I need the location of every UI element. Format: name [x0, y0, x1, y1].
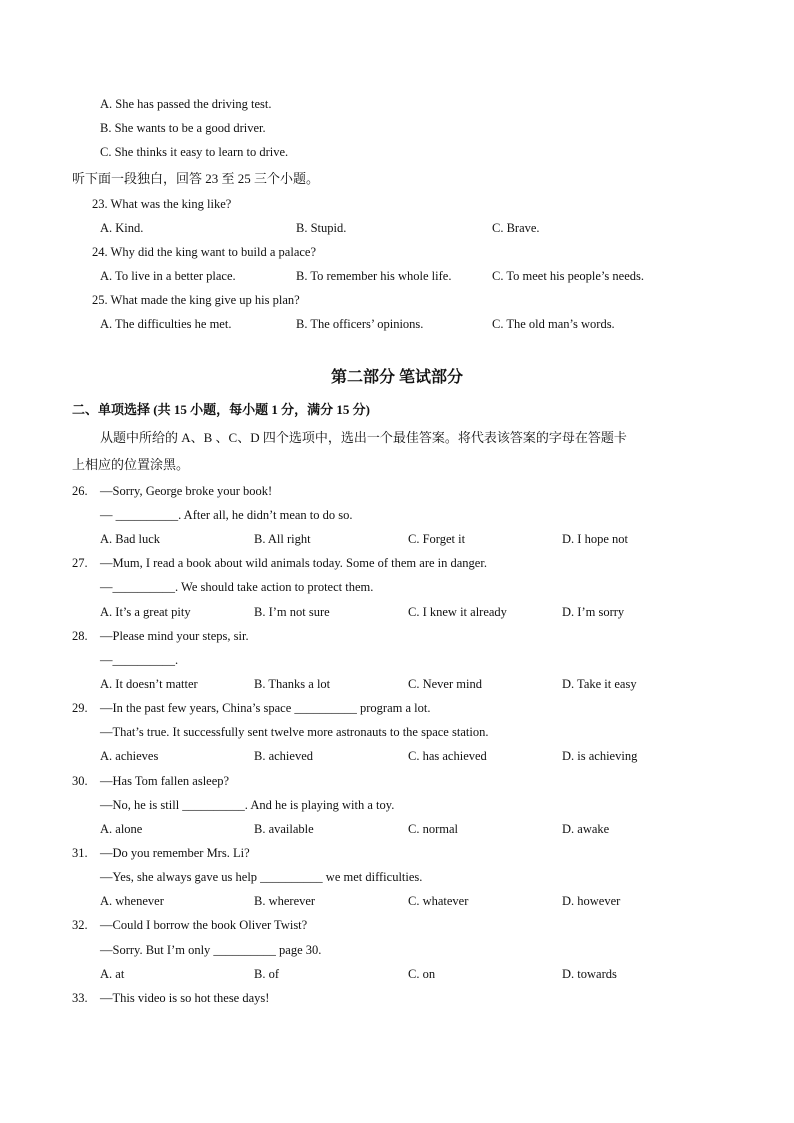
section-instruction-line-1: 从题中所给的 A、B 、C、D 四个选项中，选出一个最佳答案。将代表该答案的字母在答题卡: [100, 430, 627, 445]
question-line-2: —Yes, she always gave us help __________ we met difficulties.: [100, 870, 423, 884]
section-instruction-line-2: 上相应的位置涂黑。: [72, 457, 190, 472]
question-line-1: —This video is so hot these days!: [100, 991, 270, 1005]
question-number: 32.: [72, 918, 88, 932]
option-b: B. She wants to be a good driver.: [100, 121, 266, 135]
option-d: D. towards: [562, 967, 617, 981]
option-b: B. Stupid.: [296, 221, 347, 235]
option-d: D. however: [562, 894, 621, 908]
question-stem: 24. Why did the king want to build a palace?: [92, 245, 317, 259]
option-c: C. Brave.: [492, 221, 540, 235]
question-number: 27.: [72, 556, 88, 570]
option-c: C. I knew it already: [408, 605, 507, 619]
option-b: B. All right: [254, 532, 311, 546]
option-a: A. achieves: [100, 749, 159, 763]
question-line-1: —In the past few years, China’s space __________ program a lot.: [100, 701, 431, 715]
question-line-2: —That’s true. It successfully sent twelve more astronauts to the space station.: [100, 725, 489, 739]
question-number: 28.: [72, 629, 88, 643]
question-line-2: —No, he is still __________. And he is playing with a toy.: [100, 798, 395, 812]
option-c: C. normal: [408, 822, 458, 836]
option-b: B. achieved: [254, 749, 314, 763]
option-d: D. I hope not: [562, 532, 628, 546]
option-c: C. on: [408, 967, 436, 981]
part-title: 第二部分 笔试部分: [330, 369, 463, 386]
question-number: 29.: [72, 701, 88, 715]
question-line-2: —__________. We should take action to protect them.: [100, 580, 374, 594]
question-stem: 25. What made the king give up his plan?: [92, 293, 300, 307]
option-d: D. Take it easy: [562, 677, 637, 691]
option-b: B. Thanks a lot: [254, 677, 331, 691]
question-line-2: — __________. After all, he didn’t mean to do so.: [100, 508, 353, 522]
question-line-1: —Do you remember Mrs. Li?: [100, 846, 250, 860]
option-b: B. The officers’ opinions.: [296, 317, 424, 331]
option-c: C. Never mind: [408, 677, 482, 691]
question-line-1: —Please mind your steps, sir.: [100, 629, 249, 643]
option-c: C. The old man’s words.: [492, 317, 615, 331]
question-number: 33.: [72, 991, 88, 1005]
question-line-2: —Sorry. But I’m only __________ page 30.: [100, 943, 322, 957]
question-line-1: —Sorry, George broke your book!: [100, 484, 273, 498]
question-stem: 23. What was the king like?: [92, 197, 232, 211]
option-a: A. The difficulties he met.: [100, 317, 232, 331]
option-c: C. She thinks it easy to learn to drive.: [100, 145, 289, 159]
option-a: A. It doesn’t matter: [100, 677, 198, 691]
question-number: 26.: [72, 484, 88, 498]
question-line-2: —__________.: [100, 653, 179, 667]
option-a: A. She has passed the driving test.: [100, 97, 272, 111]
option-a: A. It’s a great pity: [100, 605, 191, 619]
option-a: A. Kind.: [100, 221, 144, 235]
section-heading: 二、单项选择 (共 15 小题，每小题 1 分，满分 15 分): [72, 402, 370, 417]
option-a: A. whenever: [100, 894, 164, 908]
option-a: A. Bad luck: [100, 532, 161, 546]
option-d: D. awake: [562, 822, 610, 836]
option-b: B. wherever: [254, 894, 316, 908]
option-a: A. at: [100, 967, 125, 981]
option-c: C. whatever: [408, 894, 469, 908]
option-b: B. available: [254, 822, 314, 836]
option-a: A. alone: [100, 822, 143, 836]
option-b: B. of: [254, 967, 279, 981]
option-d: D. I’m sorry: [562, 605, 625, 619]
question-line-1: —Mum, I read a book about wild animals today. Some of them are in danger.: [100, 556, 487, 570]
question-line-1: —Could I borrow the book Oliver Twist?: [100, 918, 308, 932]
option-c: C. Forget it: [408, 532, 466, 546]
option-b: B. To remember his whole life.: [296, 269, 452, 283]
option-c: C. has achieved: [408, 749, 487, 763]
option-c: C. To meet his people’s needs.: [492, 269, 644, 283]
question-number: 30.: [72, 774, 88, 788]
question-number: 31.: [72, 846, 88, 860]
option-a: A. To live in a better place.: [100, 269, 236, 283]
option-b: B. I’m not sure: [254, 605, 330, 619]
question-line-1: —Has Tom fallen asleep?: [100, 774, 230, 788]
option-d: D. is achieving: [562, 749, 638, 763]
monologue-instruction: 听下面一段独白，回答 23 至 25 三个小题。: [72, 171, 320, 186]
